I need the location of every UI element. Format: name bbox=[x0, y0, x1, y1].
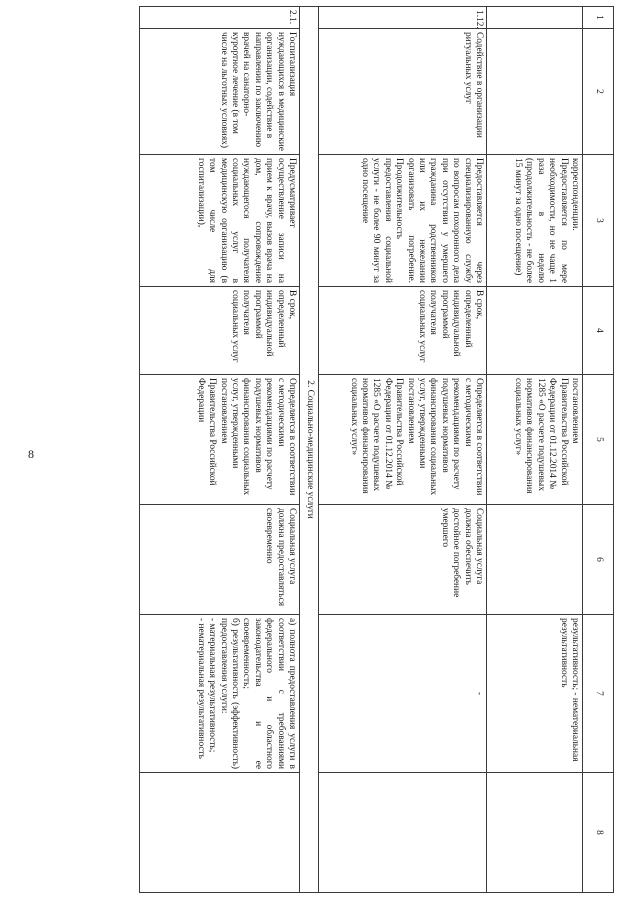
section-title: 2. Социально-медицинские услуги bbox=[300, 7, 319, 893]
service-column-8 bbox=[140, 773, 300, 893]
service-content: Предоставляется через специализированную службу по вопросам похоронного дела при отсутствии у умершего гражданина родственников или их нежелании организовать погребение. Продолжительность предоставления социальной услуги - не более 90 минут за одно посещение bbox=[319, 155, 487, 287]
service-norm: Определяется в соответствии с методическими рекомендациями по расчету подушевых нормативов финансирования социальных услуг, утвержденными постановлением Правительства Российской Федерации bbox=[140, 375, 300, 505]
column-header: 8 bbox=[583, 773, 614, 893]
column-header: 2 bbox=[583, 29, 614, 155]
service-term: В срок, определенный индивидуальной программой получателя социальных услуг bbox=[319, 287, 487, 375]
column-header: 6 bbox=[583, 505, 614, 615]
column-header: 3 bbox=[583, 155, 614, 287]
section-row bbox=[300, 7, 319, 893]
column-header: 5 bbox=[583, 375, 614, 505]
service-content: корреспонденции. Предоставляется по мере необходимости, но не чаще 1 раза в неделю (продолжительность - не более 15 минут за одно посещение) bbox=[487, 155, 583, 287]
service-content: Предусматривает осуществление записи на прием к врачу, вызов врача на дом, сопровождение нуждающегося получателя социальных услуг в медицинскую организацию (в том числе для госпитализации), bbox=[140, 155, 300, 287]
service-term bbox=[487, 287, 583, 375]
column-header: 4 bbox=[583, 287, 614, 375]
page-number: 8 bbox=[28, 447, 34, 461]
indicator-item: - нематериальная результативность bbox=[195, 618, 206, 759]
service-indicators bbox=[140, 615, 300, 773]
row-number: 2.1. bbox=[140, 7, 300, 29]
table-row bbox=[487, 7, 583, 893]
column-header: 7 bbox=[583, 615, 614, 773]
service-column-8 bbox=[319, 773, 487, 893]
indicator-item: - материальная результативность; bbox=[207, 618, 218, 753]
service-conditions bbox=[487, 505, 583, 615]
column-header: 1 bbox=[583, 7, 614, 29]
service-term: В срок, определенный индивидуальной программой получателя социальных услуг bbox=[140, 287, 300, 375]
row-number bbox=[487, 7, 583, 29]
service-name: Госпитализация нуждающихся в медицинские организации, содействие в направлении по заключению врачей на санаторно-курортное лечение (в том числе на льготных условиях) bbox=[140, 29, 300, 155]
service-conditions: Социальная услуга должна обеспечить достойное погребение умершего bbox=[319, 505, 487, 615]
services-table bbox=[139, 6, 614, 893]
table-row bbox=[319, 7, 487, 893]
indicator-item: б) результативность (эффективность) предоставления услуги: bbox=[218, 618, 240, 769]
service-name bbox=[487, 29, 583, 155]
service-indicators: результативность; - нематериальная результативность bbox=[487, 615, 583, 773]
table-header-row bbox=[583, 7, 614, 893]
service-indicators: - bbox=[319, 615, 487, 773]
service-conditions: Социальная услуга должна предоставляться своевременно bbox=[140, 505, 300, 615]
service-name: Содействие в организации ритуальных услуг bbox=[319, 29, 487, 155]
table-row bbox=[140, 7, 300, 893]
service-column-8 bbox=[487, 773, 583, 893]
service-norm: постановлением Правительства Российской Федерации от 01.12.2014 № 1285 «О расчете подушевых нормативов финансирования социальных услуг» bbox=[487, 375, 583, 505]
service-norm: Определяется в соответствии с методическими рекомендациями по расчету подушевых нормативов финансирования социальных услуг, утвержденными постановлением Правительства Российской Федерации от 01.12.2014 № 1285 «О расчете подушевых нормативов финансирования социальных услуг» bbox=[319, 375, 487, 505]
rotated-page-content bbox=[54, 6, 614, 892]
indicator-item: а) полнота предоставления услуги в соответствии с требованиями федерального и областного законодательства и ее своевременность; bbox=[241, 618, 297, 769]
row-number: 1.12. bbox=[319, 7, 487, 29]
